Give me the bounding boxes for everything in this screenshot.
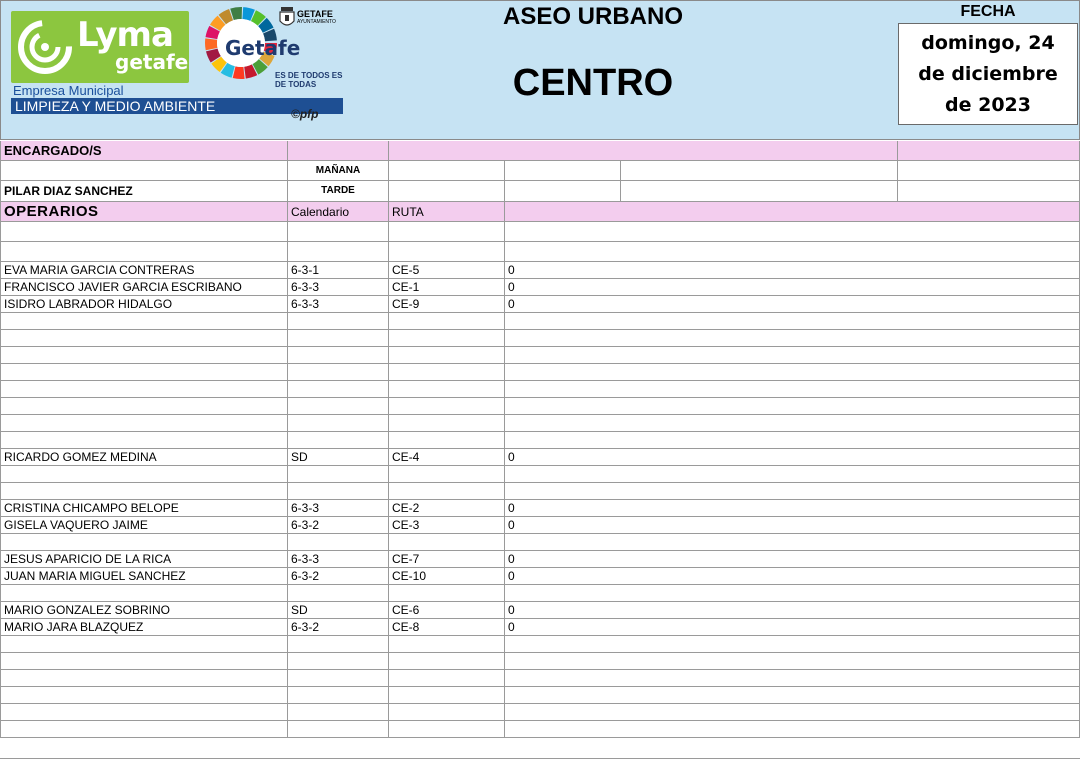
calendario-column-header: Calendario — [288, 202, 389, 222]
operario-ruta: CE-9 — [389, 296, 505, 313]
operario-ruta — [389, 585, 505, 602]
operario-name — [0, 242, 288, 262]
operario-ruta — [389, 222, 505, 242]
credit-text: ©pfp — [291, 107, 319, 121]
operario-calendario: 6-3-2 — [288, 619, 389, 636]
operario-value — [505, 653, 1080, 670]
operario-name: FRANCISCO JAVIER GARCIA ESCRIBANO — [0, 279, 288, 296]
table-row — [0, 517, 1080, 534]
operario-ruta — [389, 364, 505, 381]
operario-ruta — [389, 636, 505, 653]
operario-calendario: 6-3-3 — [288, 279, 389, 296]
zone-title: CENTRO — [512, 62, 674, 104]
operario-name — [0, 347, 288, 364]
operario-ruta: CE-2 — [389, 500, 505, 517]
operario-calendario — [288, 432, 389, 449]
table-row — [0, 551, 1080, 568]
operario-ruta — [389, 704, 505, 721]
table-row — [0, 364, 1080, 381]
operario-name — [0, 534, 288, 551]
operario-calendario: SD — [288, 602, 389, 619]
operario-name — [0, 704, 288, 721]
table-row — [0, 279, 1080, 296]
table-row — [0, 500, 1080, 517]
operario-calendario — [288, 483, 389, 500]
operario-value — [505, 466, 1080, 483]
encargado-cell — [389, 161, 505, 181]
operario-calendario — [288, 242, 389, 262]
operario-calendario: SD — [288, 449, 389, 466]
operario-ruta — [389, 381, 505, 398]
operario-value: 0 — [505, 279, 1080, 296]
table-row — [0, 296, 1080, 313]
operario-value: 0 — [505, 517, 1080, 534]
operario-value — [505, 222, 1080, 242]
operario-ruta — [389, 330, 505, 347]
table-row — [0, 398, 1080, 415]
encargado-cell — [898, 181, 1080, 202]
operario-ruta — [389, 242, 505, 262]
operario-calendario — [288, 222, 389, 242]
table-bottom-rule — [0, 758, 1080, 759]
operario-calendario — [288, 313, 389, 330]
operario-calendario — [288, 636, 389, 653]
operario-value — [505, 670, 1080, 687]
operario-name — [0, 222, 288, 242]
encargado-cell — [621, 181, 898, 202]
table-row — [0, 432, 1080, 449]
table-row — [0, 483, 1080, 500]
lema-text: ES DE TODOS ES DE TODAS — [275, 71, 343, 89]
logo-subword: getafe — [115, 50, 189, 74]
table-row — [0, 636, 1080, 653]
encargados-cell — [898, 141, 1080, 161]
operarios-header-cell — [505, 202, 1080, 222]
encargado-manana-name — [0, 161, 288, 181]
operario-name: GISELA VAQUERO JAIME — [0, 517, 288, 534]
operario-name: ISIDRO LABRADOR HIDALGO — [0, 296, 288, 313]
operario-name — [0, 466, 288, 483]
operario-value: 0 — [505, 262, 1080, 279]
operario-ruta — [389, 534, 505, 551]
operario-value — [505, 242, 1080, 262]
operario-value: 0 — [505, 551, 1080, 568]
lyma-logo — [11, 11, 189, 83]
operario-name — [0, 670, 288, 687]
operario-calendario — [288, 364, 389, 381]
operario-value — [505, 585, 1080, 602]
operario-value — [505, 687, 1080, 704]
fecha-value: domingo, 24 de diciembre de 2023 — [898, 23, 1078, 125]
fecha-label: FECHA — [960, 3, 1016, 20]
operario-ruta — [389, 398, 505, 415]
operario-name — [0, 415, 288, 432]
operario-calendario — [288, 381, 389, 398]
operario-name — [0, 330, 288, 347]
operario-name — [0, 313, 288, 330]
operario-name: EVA MARIA GARCIA CONTRERAS — [0, 262, 288, 279]
operario-value — [505, 704, 1080, 721]
logo-word: Lyma — [77, 15, 173, 55]
table-row — [0, 721, 1080, 738]
operario-calendario: 6-3-3 — [288, 500, 389, 517]
operario-value: 0 — [505, 619, 1080, 636]
operario-name — [0, 636, 288, 653]
encargados-cell — [389, 141, 898, 161]
operario-ruta — [389, 347, 505, 364]
operario-ruta: CE-4 — [389, 449, 505, 466]
table-row — [0, 670, 1080, 687]
operario-value — [505, 398, 1080, 415]
operario-calendario: 6-3-3 — [288, 551, 389, 568]
operario-name — [0, 398, 288, 415]
ayuntamiento-name: GETAFE — [297, 9, 333, 19]
operario-value — [505, 483, 1080, 500]
table-row — [0, 568, 1080, 585]
shift-tarde-label: TARDE — [288, 181, 389, 202]
table-row — [0, 313, 1080, 330]
encargado-cell — [898, 161, 1080, 181]
operario-calendario — [288, 653, 389, 670]
sheet-header — [0, 0, 1080, 140]
logo-area — [11, 5, 343, 123]
getafe-word: Getafe — [225, 36, 301, 60]
encargados-header-row — [0, 141, 1080, 161]
operario-value — [505, 432, 1080, 449]
operario-value — [505, 313, 1080, 330]
operario-ruta — [389, 466, 505, 483]
operario-calendario — [288, 704, 389, 721]
operario-name — [0, 721, 288, 738]
operario-ruta: CE-6 — [389, 602, 505, 619]
operario-ruta — [389, 670, 505, 687]
table-row — [0, 704, 1080, 721]
operario-ruta: CE-10 — [389, 568, 505, 585]
operario-name: MARIO GONZALEZ SOBRINO — [0, 602, 288, 619]
operario-calendario — [288, 585, 389, 602]
operario-ruta: CE-7 — [389, 551, 505, 568]
table-row — [0, 602, 1080, 619]
operario-value: 0 — [505, 449, 1080, 466]
operario-calendario: 6-3-2 — [288, 517, 389, 534]
operario-ruta — [389, 653, 505, 670]
operario-name — [0, 364, 288, 381]
table-row — [0, 466, 1080, 483]
operario-ruta — [389, 313, 505, 330]
table-row — [0, 585, 1080, 602]
table-row — [0, 262, 1080, 279]
ruta-column-header: RUTA — [389, 202, 505, 222]
operario-calendario — [288, 721, 389, 738]
encargado-cell — [505, 181, 621, 202]
operario-calendario — [288, 398, 389, 415]
operario-value: 0 — [505, 568, 1080, 585]
operario-name: JESUS APARICIO DE LA RICA — [0, 551, 288, 568]
table-row — [0, 415, 1080, 432]
operario-calendario — [288, 466, 389, 483]
operario-calendario: 6-3-2 — [288, 568, 389, 585]
operario-name: RICARDO GOMEZ MEDINA — [0, 449, 288, 466]
table-row — [0, 653, 1080, 670]
operario-calendario: 6-3-3 — [288, 296, 389, 313]
shift-manana-label: MAÑANA — [288, 161, 389, 181]
encargado-cell — [389, 181, 505, 202]
operario-value: 0 — [505, 296, 1080, 313]
operario-ruta: CE-8 — [389, 619, 505, 636]
encargados-label: ENCARGADO/S — [0, 141, 288, 161]
operario-name: CRISTINA CHICAMPO BELOPE — [0, 500, 288, 517]
encargados-cell — [288, 141, 389, 161]
encargado-tarde-row — [0, 181, 1080, 202]
operario-value — [505, 330, 1080, 347]
table-row — [0, 534, 1080, 551]
operario-value — [505, 636, 1080, 653]
table-row — [0, 449, 1080, 466]
operario-ruta: CE-1 — [389, 279, 505, 296]
operario-ruta — [389, 415, 505, 432]
operario-value: 0 — [505, 602, 1080, 619]
encargado-cell — [505, 161, 621, 181]
operario-calendario — [288, 347, 389, 364]
city-crest-icon — [279, 7, 295, 29]
operario-calendario — [288, 670, 389, 687]
operario-value — [505, 415, 1080, 432]
operario-value — [505, 534, 1080, 551]
operario-name — [0, 483, 288, 500]
operario-ruta — [389, 432, 505, 449]
table-row — [0, 619, 1080, 636]
table-row — [0, 381, 1080, 398]
operario-name — [0, 432, 288, 449]
operario-value — [505, 364, 1080, 381]
operarios-label: OPERARIOS — [0, 202, 288, 222]
operario-name — [0, 381, 288, 398]
encargado-cell — [621, 161, 898, 181]
operario-calendario — [288, 687, 389, 704]
operario-ruta — [389, 483, 505, 500]
ayuntamiento-sub: AYUNTAMIENTO — [297, 19, 336, 25]
operario-ruta: CE-5 — [389, 262, 505, 279]
operario-calendario — [288, 415, 389, 432]
operario-value — [505, 721, 1080, 738]
operario-calendario — [288, 534, 389, 551]
operario-name: JUAN MARIA MIGUEL SANCHEZ — [0, 568, 288, 585]
table-row — [0, 687, 1080, 704]
operario-name — [0, 653, 288, 670]
operario-name — [0, 585, 288, 602]
sheet-title: ASEO URBANO — [502, 3, 683, 30]
operario-value: 0 — [505, 500, 1080, 517]
operario-value — [505, 381, 1080, 398]
empresa-label: Empresa Municipal — [13, 83, 124, 98]
lyma-swirl-icon — [15, 17, 75, 77]
encargado-tarde-name: PILAR DIAZ SANCHEZ — [0, 181, 288, 202]
operario-ruta — [389, 687, 505, 704]
operario-calendario — [288, 330, 389, 347]
encargado-manana-row — [0, 161, 1080, 181]
operario-calendario: 6-3-1 — [288, 262, 389, 279]
operario-ruta — [389, 721, 505, 738]
operario-value — [505, 347, 1080, 364]
table-row — [0, 330, 1080, 347]
table-row — [0, 347, 1080, 364]
operario-name — [0, 687, 288, 704]
operario-name: MARIO JARA BLAZQUEZ — [0, 619, 288, 636]
operario-ruta: CE-3 — [389, 517, 505, 534]
table-row — [0, 242, 1080, 262]
table-row — [0, 222, 1080, 242]
limpieza-bar: LIMPIEZA Y MEDIO AMBIENTE — [11, 98, 343, 114]
operarios-header-row — [0, 202, 1080, 222]
